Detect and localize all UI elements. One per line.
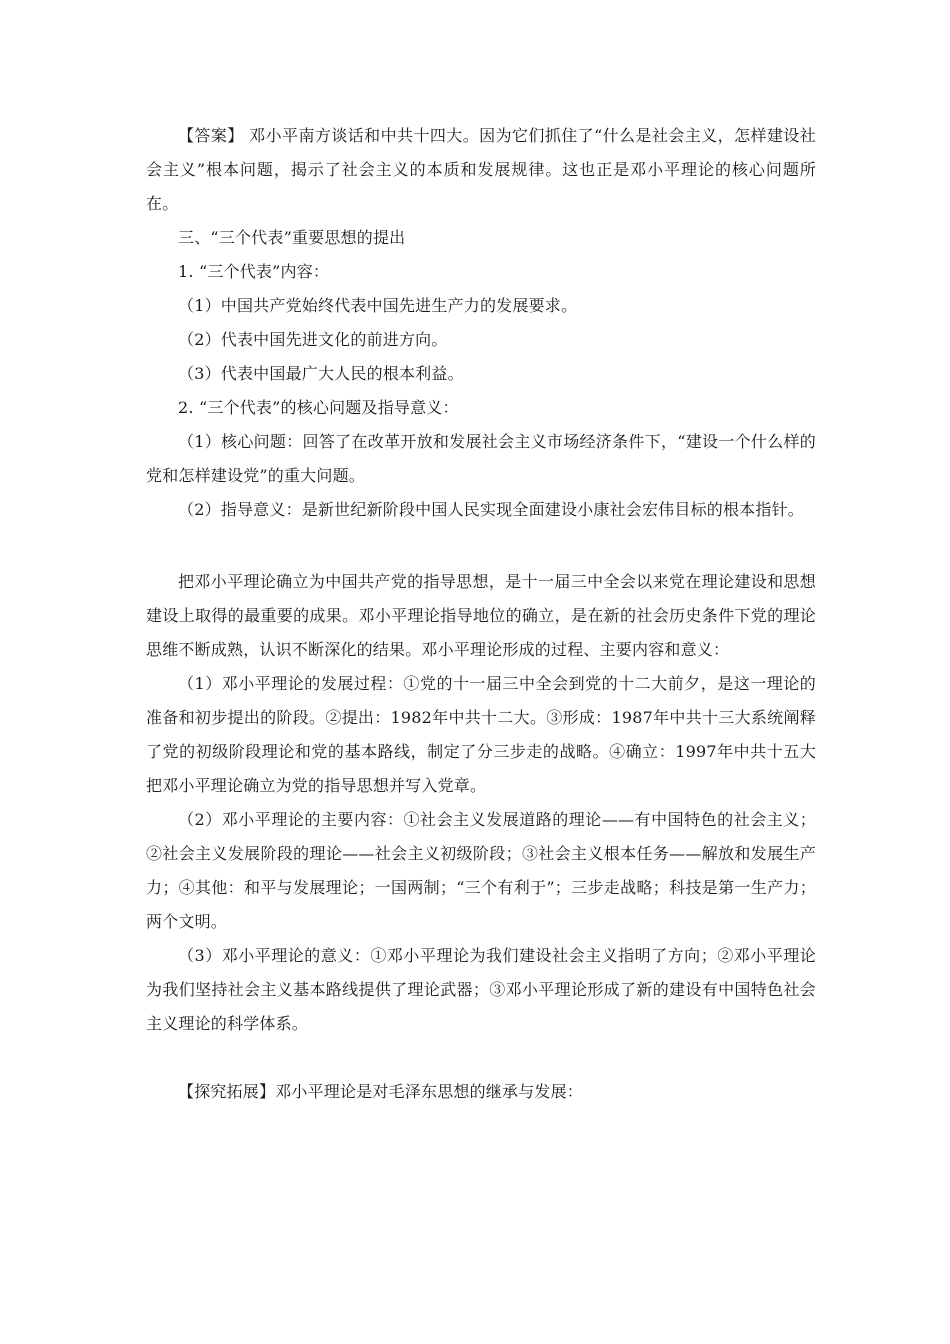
deng-intro: 把邓小平理论确立为中国共产党的指导思想，是十一届三中全会以来党在理论建设和思想建设上取得的最重要的成果。邓小平理论指导地位的确立，是在新的社会历史条件下党的理论思维不断成熟，认识不断深化的结果。邓小平理论形成的过程、主要内容和意义：: [146, 572, 816, 659]
item1-point: （2）代表中国先进文化的前进方向。: [178, 330, 448, 349]
item2-point: （1）核心问题：回答了在改革开放和发展社会主义市场经济条件下，“建设一个什么样的党和怎样建设党”的重大问题。: [146, 432, 816, 485]
item1-title: 1. “三个代表”内容：: [178, 262, 330, 281]
answer-label: 【答案】: [178, 126, 244, 145]
item2-point: （2）指导意义：是新世纪新阶段中国人民实现全面建设小康社会宏伟目标的根本指针。: [178, 500, 804, 519]
answer-paragraph: [146, 119, 816, 221]
deng-point: （3）邓小平理论的意义：①邓小平理论为我们建设社会主义指明了方向；②邓小平理论为我们坚持社会主义基本路线提供了理论武器；③邓小平理论形成了新的建设有中国特色社会主义理论的科学体系。: [146, 946, 816, 1033]
document-page: [146, 119, 816, 1109]
deng-point: （1）邓小平理论的发展过程：①党的十一届三中全会到党的十二大前夕，是这一理论的准备和初步提出的阶段。②提出：1982年中共十二大。③形成：1987年中共十三大系统阐释了党的初级阶段理论和党的基本路线，制定了分三步走的战略。④确立：1997年中共十五大把邓小平理论确立为党的指导思想并写入党章。: [146, 674, 816, 795]
item1-point: （1）中国共产党始终代表中国先进生产力的发展要求。: [178, 296, 578, 315]
answer-text: 邓小平南方谈话和中共十四大。因为它们抓住了“什么是社会主义，怎样建设社会主义”根本问题，揭示了社会主义的本质和发展规律。这也正是邓小平理论的核心问题所在。: [146, 126, 816, 213]
explore-paragraph: [146, 1075, 816, 1109]
deng-point: （2）邓小平理论的主要内容：①社会主义发展道路的理论——有中国特色的社会主义；②社会主义发展阶段的理论——社会主义初级阶段；③社会主义根本任务——解放和发展生产力；④其他：和平与发展理论；一国两制；“三个有利于”；三步走战略；科技是第一生产力；两个文明。: [146, 810, 816, 931]
explore-label: 【探究拓展】: [178, 1082, 276, 1101]
section-heading: 三、“三个代表”重要思想的提出: [178, 228, 406, 247]
explore-text: 邓小平理论是对毛泽东思想的继承与发展：: [275, 1082, 584, 1101]
item1-point: （3）代表中国最广大人民的根本利益。: [178, 364, 464, 383]
item2-title: 2. “三个代表”的核心问题及指导意义：: [178, 398, 459, 417]
